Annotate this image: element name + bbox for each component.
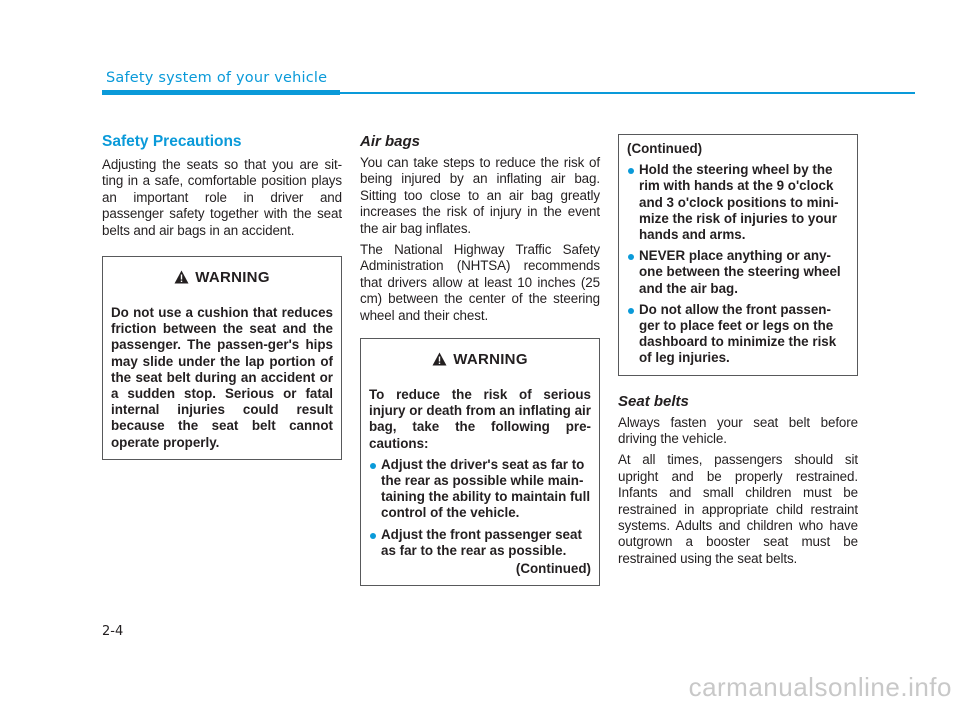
warning-bullet: Hold the steering wheel by the rim with hands at the 9 o'clock and 3 o'clock positions to mini-mize the risk of injuries to your hands and arms.	[627, 162, 849, 243]
column-right	[618, 132, 858, 572]
watermark: carmanualsonline.info	[688, 672, 952, 702]
warning-bullet: Adjust the front passenger seat as far to the rear as possible.	[369, 527, 591, 559]
continued-label: (Continued)	[627, 141, 703, 156]
warning-triangle-icon	[432, 352, 447, 366]
column-middle	[360, 132, 600, 586]
warning-header	[361, 339, 599, 379]
air-bags-heading: Air bags	[360, 133, 421, 150]
header-rule-thick	[102, 90, 340, 95]
air-bags-paragraph-1: You can take steps to reduce the risk of being injured by an inflating air bag. Sitting too close to an air bag greatly increases the risk of injury in the event the air bag inflates.	[360, 155, 600, 236]
warning-body	[361, 379, 599, 585]
seat-belts-paragraph-2: At all times, passengers should sit upright and be properly restrained. Infants and small children must be restrained in appropriate child restraint systems. Adults and children who have outgrown a booster seat must be restrained using the seat belts.	[618, 452, 858, 566]
warning-label: WARNING	[453, 350, 528, 368]
warning-bullet: NEVER place anything or any-one between the steering wheel and the air bag.	[627, 248, 849, 297]
column-left	[102, 132, 342, 460]
warning-body	[103, 297, 341, 459]
seat-belts-paragraph-1: Always fasten your seat belt before driving the vehicle.	[618, 414, 858, 447]
page-number: 2-4	[102, 624, 124, 639]
warning-triangle-icon	[174, 270, 189, 284]
warning-bullet-list	[627, 162, 849, 366]
header-rule-thin	[340, 92, 915, 94]
warning-intro: To reduce the risk of serious injury or death from an inflating air bag, take the following pre-cautions:	[369, 387, 591, 451]
section-title: Safety system of your vehicle	[106, 70, 328, 86]
continued-label: (Continued)	[515, 561, 591, 577]
warning-text: Do not use a cushion that reduces friction between the seat and the passenger. The passen-ger's hips may slide under the lap portion of the seat belt during an accident or a sudden stop. Serious or fatal internal injuries could result because the seat belt cannot operate properly.	[111, 305, 333, 450]
warning-bullet: Do not allow the front passen-ger to place feet or legs on the dashboard to minimize the risk of leg injuries.	[627, 302, 849, 367]
warning-bullet: Adjust the driver's seat as far to the rear as possible while main-taining the ability to maintain full control of the vehicle.	[369, 457, 591, 522]
warning-header	[103, 257, 341, 297]
warning-box-cushion	[102, 256, 342, 460]
warning-body	[619, 135, 857, 375]
safety-precautions-heading: Safety Precautions	[102, 133, 242, 150]
air-bags-paragraph-2: The National Highway Traffic Safety Administration (NHTSA) recommends that drivers allow at least 10 inches (25 cm) between the center of the steering wheel and their chest.	[360, 242, 600, 323]
warning-label: WARNING	[195, 268, 270, 286]
warning-box-continued	[618, 134, 858, 376]
safety-precautions-paragraph: Adjusting the seats so that you are sit-ting in a safe, comfortable position plays an important role in driver and passenger safety together with the seat belts and air bags in an accident.	[102, 157, 342, 238]
warning-box-airbag	[360, 338, 600, 586]
seat-belts-heading: Seat belts	[618, 392, 689, 410]
warning-bullet-list	[369, 457, 591, 559]
